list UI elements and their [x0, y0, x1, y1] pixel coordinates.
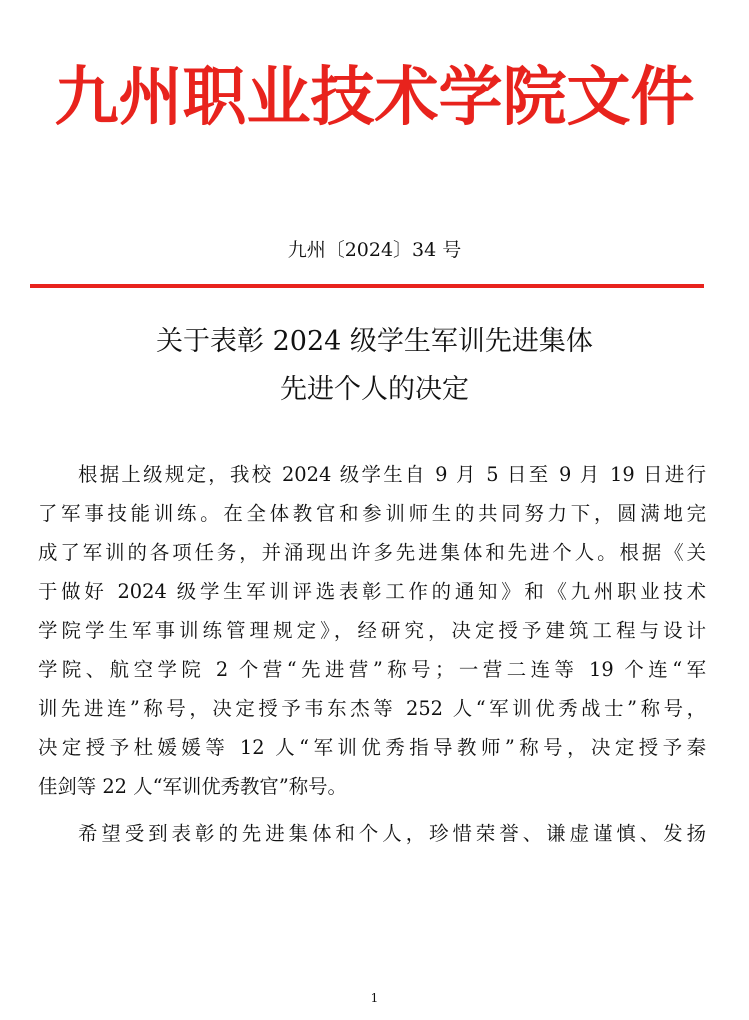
paragraph-line: 了军事技能训练。在全体教官和参训师生的共同努力下，圆满地完	[38, 502, 706, 525]
paragraph-line: 佳剑等 22 人“军训优秀教官”称号。	[38, 775, 347, 798]
document-title-line-1: 关于表彰 2024 级学生军训先进集体	[156, 326, 593, 357]
paragraph-1	[38, 455, 706, 806]
paragraph-line: 成了军训的各项任务，并涌现出许多先进集体和先进个人。根据《关	[38, 541, 706, 564]
paragraph-2	[38, 814, 706, 853]
paragraph-line: 学院学生军事训练管理规定》，经研究，决定授予建筑工程与设计	[38, 619, 706, 642]
paragraph-line: 根据上级规定，我校 2024 级学生自 9 月 5 日至 9 月 19 日进行	[78, 463, 706, 486]
paragraph-spacer	[38, 806, 706, 814]
paragraph-line: 希望受到表彰的先进集体和个人，珍惜荣誉、谦虚谨慎、发扬	[78, 822, 706, 845]
paragraph-line: 训先进连”称号，决定授予韦东杰等 252 人“军训优秀战士”称号，	[38, 697, 706, 720]
document-body	[38, 455, 706, 853]
red-divider-line	[30, 284, 704, 288]
paragraph-line: 于做好 2024 级学生军训评选表彰工作的通知》和《九州职业技术	[38, 580, 706, 603]
document-number: 九州〔2024〕34 号	[287, 239, 462, 261]
document-title-line-2: 先进个人的决定	[280, 374, 469, 405]
issuer-title: 九州职业技术学院文件	[54, 60, 695, 135]
paragraph-line: 决定授予杜媛媛等 12 人“军训优秀指导教师”称号，决定授予秦	[38, 736, 706, 759]
document-title	[0, 318, 749, 414]
page-number: 1	[370, 991, 379, 1005]
paragraph-line: 学院、航空学院 2 个营“先进营”称号；一营二连等 19 个连“军	[38, 658, 706, 681]
